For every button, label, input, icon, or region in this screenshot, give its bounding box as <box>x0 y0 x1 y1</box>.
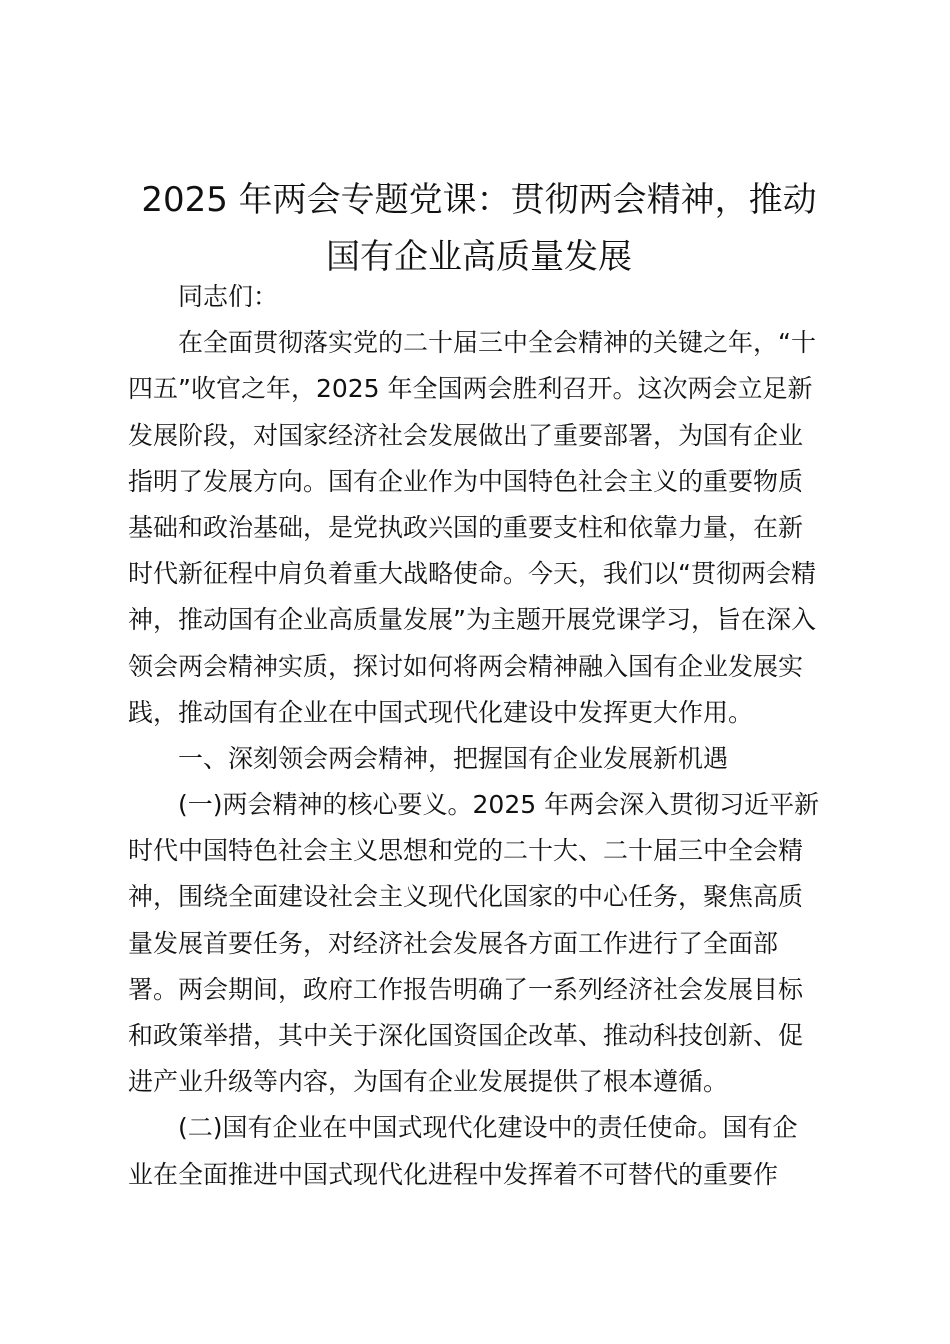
paragraph-line: 署。两会期间，政府工作报告明确了一系列经济社会发展目标 <box>128 974 804 1004</box>
paragraph-line: 领会两会精神实质，探讨如何将两会精神融入国有企业发展实 <box>128 651 804 681</box>
paragraph-line: 四五”收官之年，2025 年全国两会胜利召开。这次两会立足新 <box>128 374 813 404</box>
paragraph-line: 基础和政治基础，是党执政兴国的重要支柱和依靠力量，在新 <box>128 512 804 542</box>
paragraph-line: 时代中国特色社会主义思想和党的二十大、二十届三中全会精 <box>128 836 804 866</box>
document-body <box>128 274 834 1198</box>
subsection-2-paragraph <box>128 1105 834 1197</box>
paragraph-line: 和政策举措，其中关于深化国资国企改革、推动科技创新、促 <box>128 1021 804 1050</box>
paragraph-line: 神，推动国有企业高质量发展”为主题开展党课学习，旨在深入 <box>128 605 816 635</box>
paragraph-line: 量发展首要任务，对经济社会发展各方面工作进行了全面部 <box>128 928 779 958</box>
paragraph-line: 时代新征程中肩负着重大战略使命。今天，我们以“贯彻两会精 <box>128 559 816 589</box>
paragraph-line: 神，围绕全面建设社会主义现代化国家的中心任务，聚焦高质 <box>128 882 804 912</box>
paragraph-line: 在全面贯彻落实党的二十届三中全会精神的关键之年，“十 <box>178 328 816 358</box>
document-title <box>126 172 832 286</box>
section-heading: 一、深刻领会两会精神，把握国有企业发展新机遇 <box>178 743 729 773</box>
paragraph-line: 践，推动国有企业在中国式现代化建设中发挥更大作用。 <box>128 697 754 727</box>
title-line-2: 国有企业高质量发展 <box>326 237 632 277</box>
salutation: 同志们： <box>178 282 279 311</box>
paragraph-line: 进产业升级等内容，为国有企业发展提供了根本遵循。 <box>128 1067 729 1097</box>
subsection-1-paragraph <box>128 782 834 1105</box>
paragraph-line: 发展阶段，对国家经济社会发展做出了重要部署，为国有企业 <box>128 420 804 450</box>
paragraph-line: (二)国有企业在中国式现代化建设中的责任使命。国有企 <box>178 1113 798 1143</box>
intro-paragraph <box>128 320 834 736</box>
paragraph-line: (一)两会精神的核心要义。2025 年两会深入贯彻习近平新 <box>178 790 820 820</box>
title-line-1: 2025 年两会专题党课：贯彻两会精神，推动 <box>141 180 817 220</box>
paragraph-line: 业在全面推进中国式现代化进程中发挥着不可替代的重要作 <box>128 1159 779 1189</box>
paragraph-line: 指明了发展方向。国有企业作为中国特色社会主义的重要物质 <box>128 466 804 496</box>
